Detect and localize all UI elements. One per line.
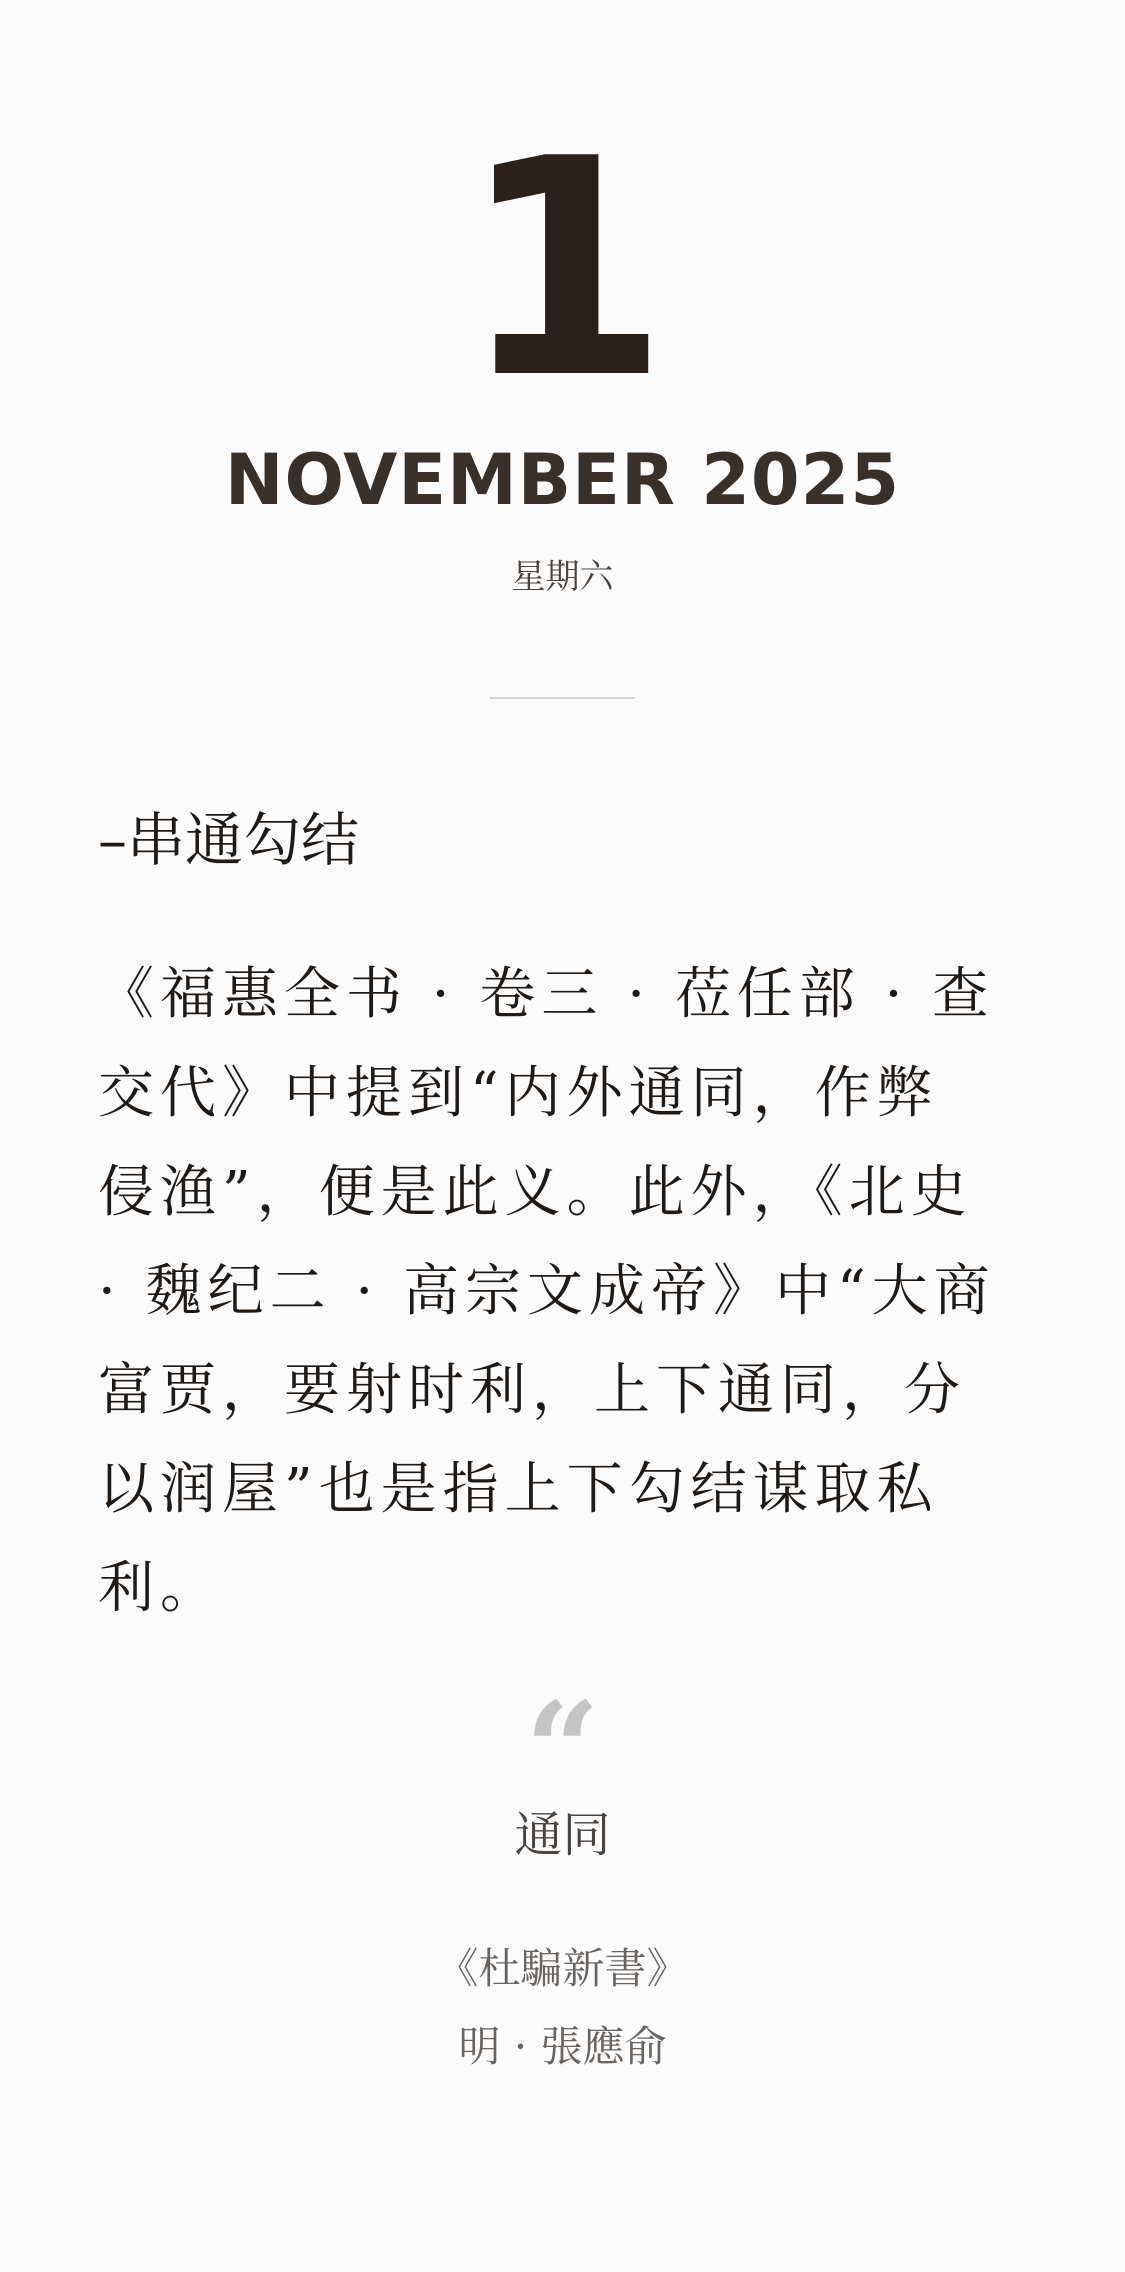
entry-term: –串通勾结 bbox=[98, 806, 360, 874]
quote-source: 《杜騙新書》 bbox=[436, 1944, 689, 1993]
quote-text: 通同 bbox=[514, 1807, 611, 1863]
quote-author: 明 · 張應俞 bbox=[458, 2022, 667, 2071]
quote-mark-icon: “ bbox=[525, 1673, 600, 1826]
divider bbox=[490, 697, 635, 699]
weekday: 星期六 bbox=[511, 557, 614, 597]
month-year: NOVEMBER 2025 bbox=[224, 439, 901, 521]
day-number: 1 bbox=[460, 95, 665, 444]
entry-explanation: 《福惠全书 · 卷三 · 莅任部 · 查交代》中提到“内外通同，作弊侵渔”，便是此义。此外，《北史 · 魏纪二 · 高宗文成帝》中“大商富贾，要射时利，上下通同，分以润屋”也是指上下勾结谋取私利。 bbox=[98, 962, 996, 1621]
